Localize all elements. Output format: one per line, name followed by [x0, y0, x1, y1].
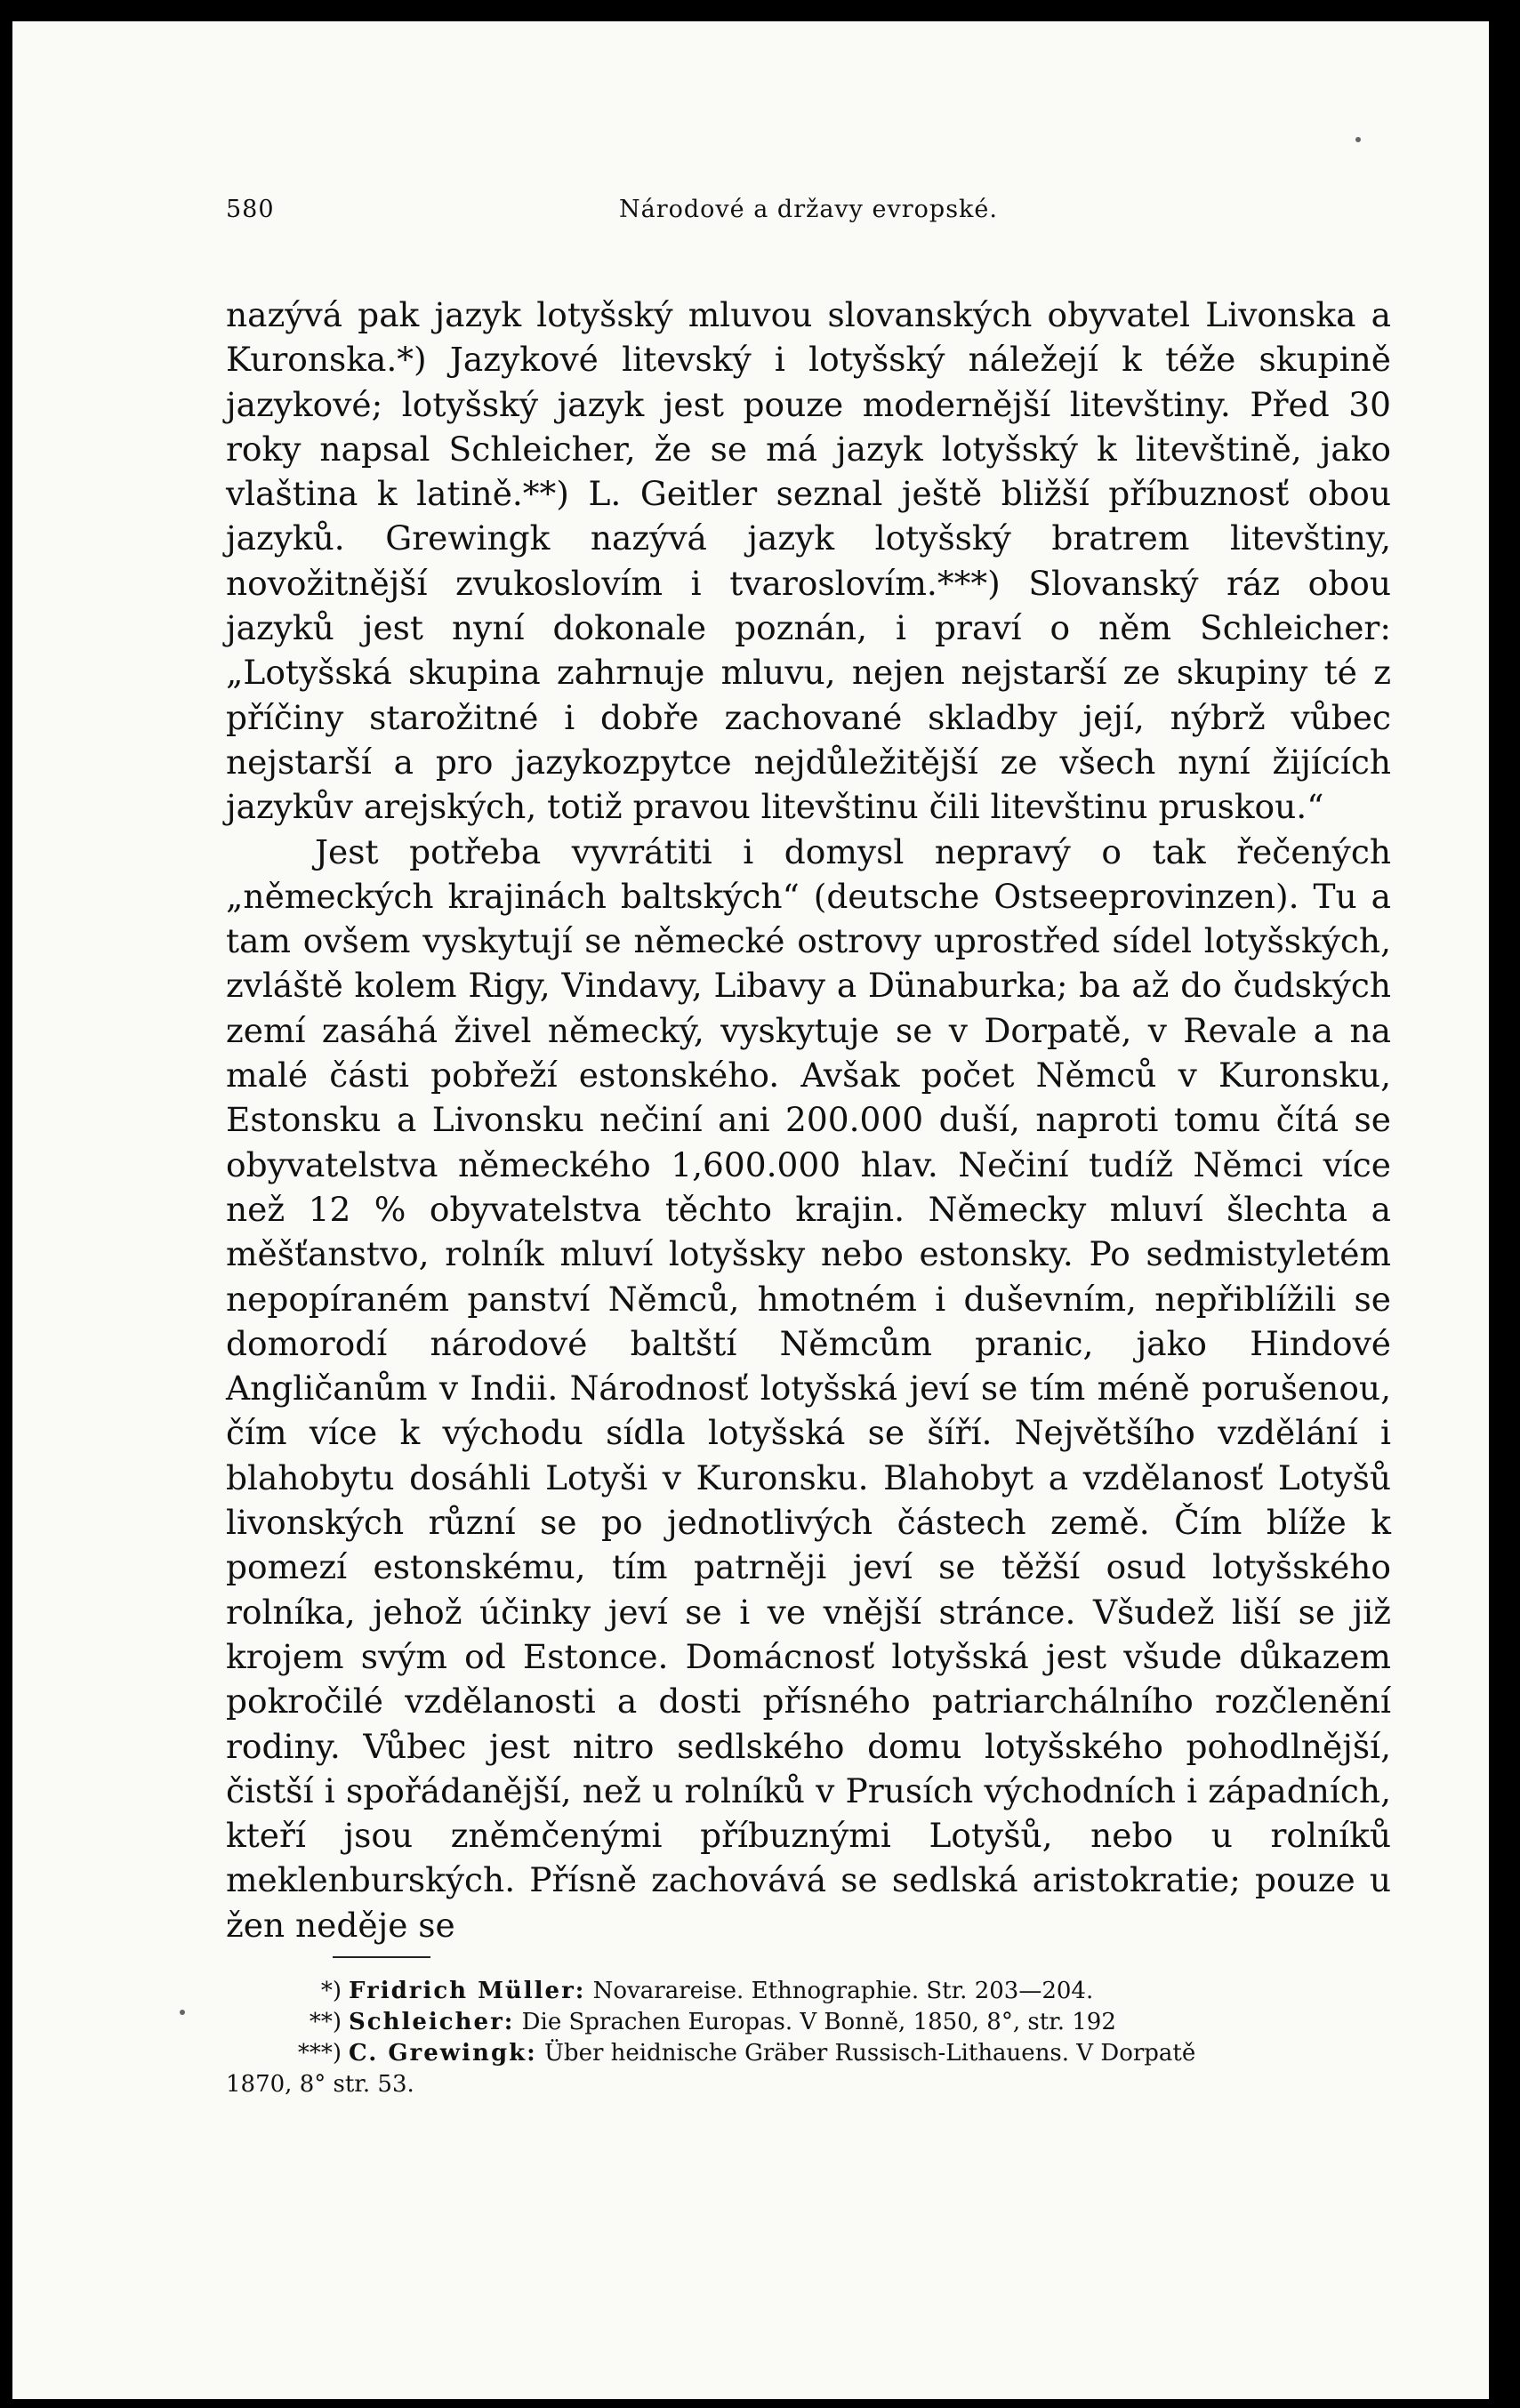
footnotes	[226, 1976, 1391, 2100]
footnote-mark: ***)	[297, 2040, 342, 2067]
body-text	[226, 293, 1391, 1947]
footnote-author: Fridrich Müller:	[349, 1978, 586, 2004]
footnote-author: Schleicher:	[349, 2009, 515, 2035]
footnote-text: Novarareise. Ethnographie. Str. 203—204.	[592, 1978, 1094, 2004]
footnote-continuation: 1870, 8° str. 53.	[226, 2071, 414, 2098]
footnote-text: Die Sprachen Europas. V Bonně, 1850, 8°, str. 192	[521, 2009, 1116, 2035]
paragraph: Jest potřeba vyvrátiti i domysl nepravý o tak řečených „německých krajinách baltských“ (deutsche Ostseeprovinzen). Tu a tam ovšem vyskytují se německé ostrovy uprostřed sídel lotyšských, zvláště kolem Rigy, Vindavy, Libavy a Dünaburka; ba až do čudských zemí zasáhá živel německý, vyskytuje se v Dorpatě, v Revale a na malé části pobřeží estonského. Avšak počet Němců v Kuronsku, Estonsku a Livonsku nečiní ani 200.000 duší, naproti tomu čítá se obyvatelstva německého 1,600.000 hlav. Nečiní tudíž Němci více než 12 % obyvatelstva těchto krajin. Německy mluví šlechta a měšťanstvo, rolník mluví lotyšsky nebo estonsky. Po sedmistyletém nepopíraném panství Němců, hmotném i duševním, nepřiblížili se domorodí národové baltští Němcům pranic, jako Hindové Angličanům v Indii. Národnosť lotyšská jeví se tím méně porušenou, čím více k východu sídla lotyšská se šíří. Největšího vzdělání i blahobytu dosáhli Lotyši v Kuronsku. Blahobyt a vzdělanosť Lotyšů livonských různí se po jednotlivých částech země. Čím blíže k pomezí estonskému, tím patrněji jeví se těžší osud lotyšského rolníka, jehož účinky jeví se i ve vnější stránce. Všudež liší se již krojem svým od Estonce. Domácnosť lotyšská jest všude důkazem pokročilé vzdělanosti a dosti přísného patriarchálního rozčlenění rodiny. Vůbec jest nitro sedlského domu lotyšského pohodlnější, čistší i spořádanější, než u rolníků v Prusích východních i západních, kteří jsou zněmčenými příbuznými Lotyšů, nebo u rolníků meklenburských. Přísně zachovává se sedlská aristokratie; pouze u žen neděje se	[226, 831, 1391, 1945]
footnote-divider	[333, 1956, 430, 1958]
footnote-mark: *)	[320, 1978, 342, 2004]
footnote-text: Über heidnische Gräber Russisch-Lithauens. V Dorpatě	[544, 2040, 1196, 2067]
footnote	[226, 1976, 1391, 2007]
running-title: Národové a državy evropské.	[619, 196, 998, 223]
ink-speck	[180, 2010, 185, 2015]
ink-speck	[1355, 137, 1361, 142]
footnote-mark: **)	[309, 2009, 342, 2035]
paragraph: nazývá pak jazyk lotyšský mluvou slovanských obyvatel Livonska a Kuronska.*) Jazykové litevský i lotyšský náležejí k téže skupině jazykové; lotyšský jazyk jest pouze modernější litevštiny. Před 30 roky napsal Schleicher, že se má jazyk lotyšský k litevštině, jako vlaština k latině.**) L. Geitler seznal ještě bližší příbuznosť obou jazyků. Grewingk nazývá jazyk lotyšský bratrem litevštiny, novožitnější zvukoslovím i tvaroslovím.***) Slovanský ráz obou jazyků jest nyní dokonale poznán, i praví o něm Schleicher: „Lotyšská skupina zahrnuje mluvu, nejen nejstarší ze skupiny té z příčiny starožitné i dobře zachované skladby její, nýbrž vůbec nejstarší a pro jazykozpytce nejdůležitější ze všech nyní žijících jazykův arejských, totiž pravou litevštinu čili litevštinu pruskou.“	[226, 295, 1391, 827]
footnote-author: C. Grewingk:	[349, 2040, 537, 2067]
page-number: 580	[226, 196, 275, 223]
book-page	[12, 21, 1489, 2399]
footnote	[226, 2007, 1391, 2038]
footnote	[226, 2038, 1391, 2069]
running-head	[226, 196, 1391, 235]
